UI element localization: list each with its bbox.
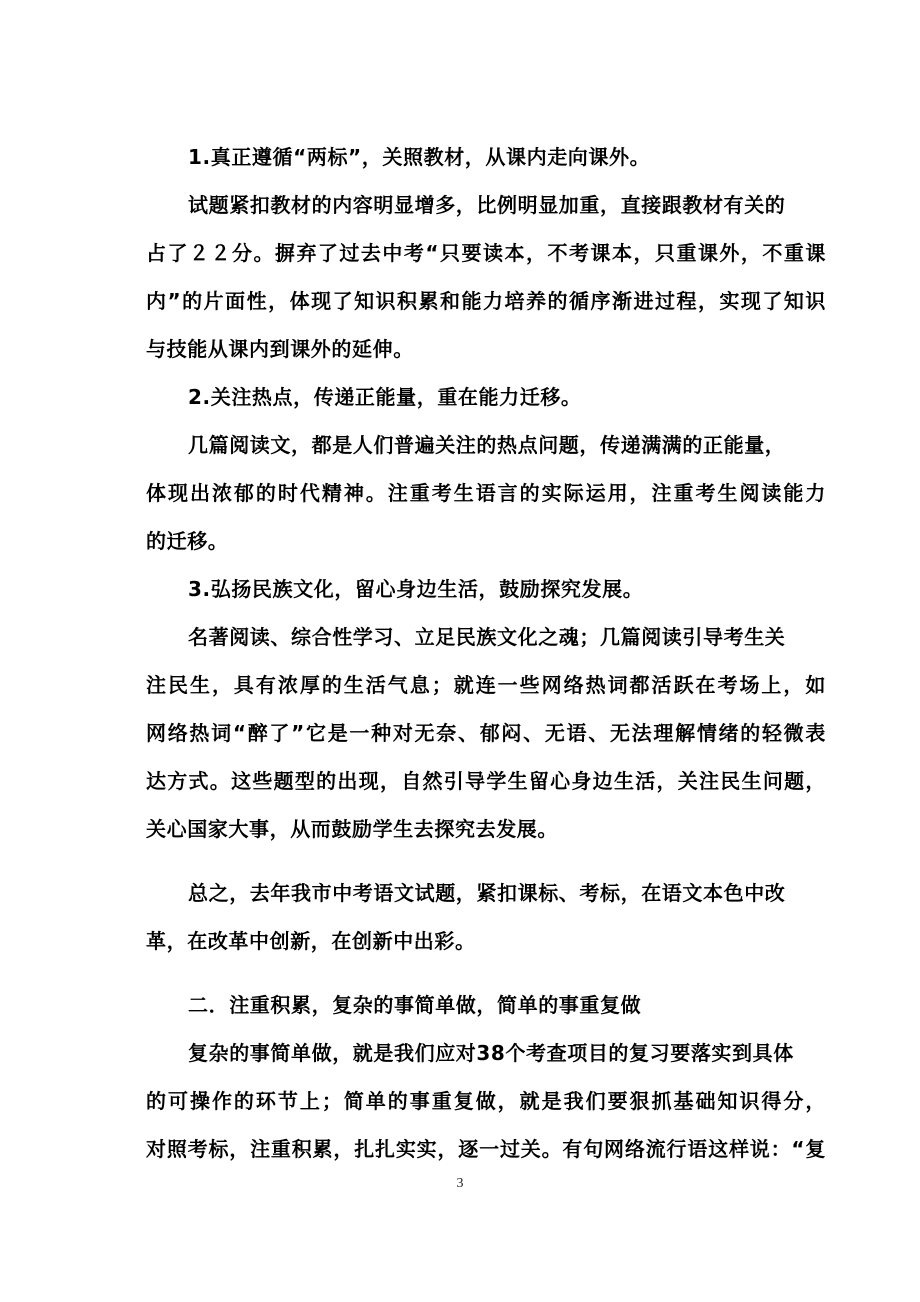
section-heading-2: 2.关注热点，传递正能量，重在能力迁移。: [188, 385, 582, 409]
summary-paragraph-line: 革，在改革中创新，在创新中出彩。: [146, 929, 476, 953]
paragraph-line: 的可操作的环节上；简单的事重复做，就是我们要狠抓基础知识得分，: [146, 1089, 826, 1113]
paragraph-line: 占了２２分。摒弃了过去中考“只要读本，不考课本，只重课外，不重课: [146, 241, 826, 265]
paragraph-line: 体现出浓郁的时代精神。注重考生语言的实际运用，注重考生阅读能力: [146, 481, 826, 505]
section-heading-two: 二．注重积累，复杂的事简单做，简单的事重复做: [188, 993, 642, 1017]
paragraph-line: 对照考标，注重积累，扎扎实实，逐一过关。有句网络流行语这样说：“复: [146, 1137, 826, 1161]
summary-paragraph-line: 总之，去年我市中考语文试题，紧扣课标、考标，在语文本色中改: [188, 881, 786, 905]
section-heading-3: 3.弘扬民族文化，留心身边生活，鼓励探究发展。: [188, 577, 644, 601]
paragraph-line: 网络热词“醉了”它是一种对无奈、郁闷、无语、无法理解情绪的轻微表: [146, 721, 826, 745]
paragraph-line: 复杂的事简单做，就是我们应对38个考查项目的复习要落实到具体: [188, 1041, 794, 1065]
paragraph-line: 与技能从课内到课外的延伸。: [146, 337, 414, 361]
paragraph-line: 注民生，具有浓厚的生活气息；就连一些网络热词都活跃在考场上，如: [146, 673, 826, 697]
paragraph-line: 的迁移。: [146, 529, 229, 553]
paragraph-line: 几篇阅读文，都是人们普遍关注的热点问题，传递满满的正能量，: [188, 433, 786, 457]
paragraph-line: 内”的片面性，体现了知识积累和能力培养的循序渐进过程，实现了知识: [146, 289, 826, 313]
section-heading-1: 1.真正遵循“两标”，关照教材，从课内走向课外。: [188, 145, 651, 169]
paragraph-line: 名著阅读、综合性学习、立足民族文化之魂；几篇阅读引导考生关: [188, 625, 786, 649]
page-number: 3: [456, 1176, 464, 1191]
paragraph-line: 达方式。这些题型的出现，自然引导学生留心身边生活，关注民生问题，: [146, 769, 826, 793]
paragraph-line: 试题紧扣教材的内容明显增多，比例明显加重，直接跟教材有关的: [188, 193, 786, 217]
paragraph-line: 关心国家大事，从而鼓励学生去探究去发展。: [146, 817, 558, 841]
